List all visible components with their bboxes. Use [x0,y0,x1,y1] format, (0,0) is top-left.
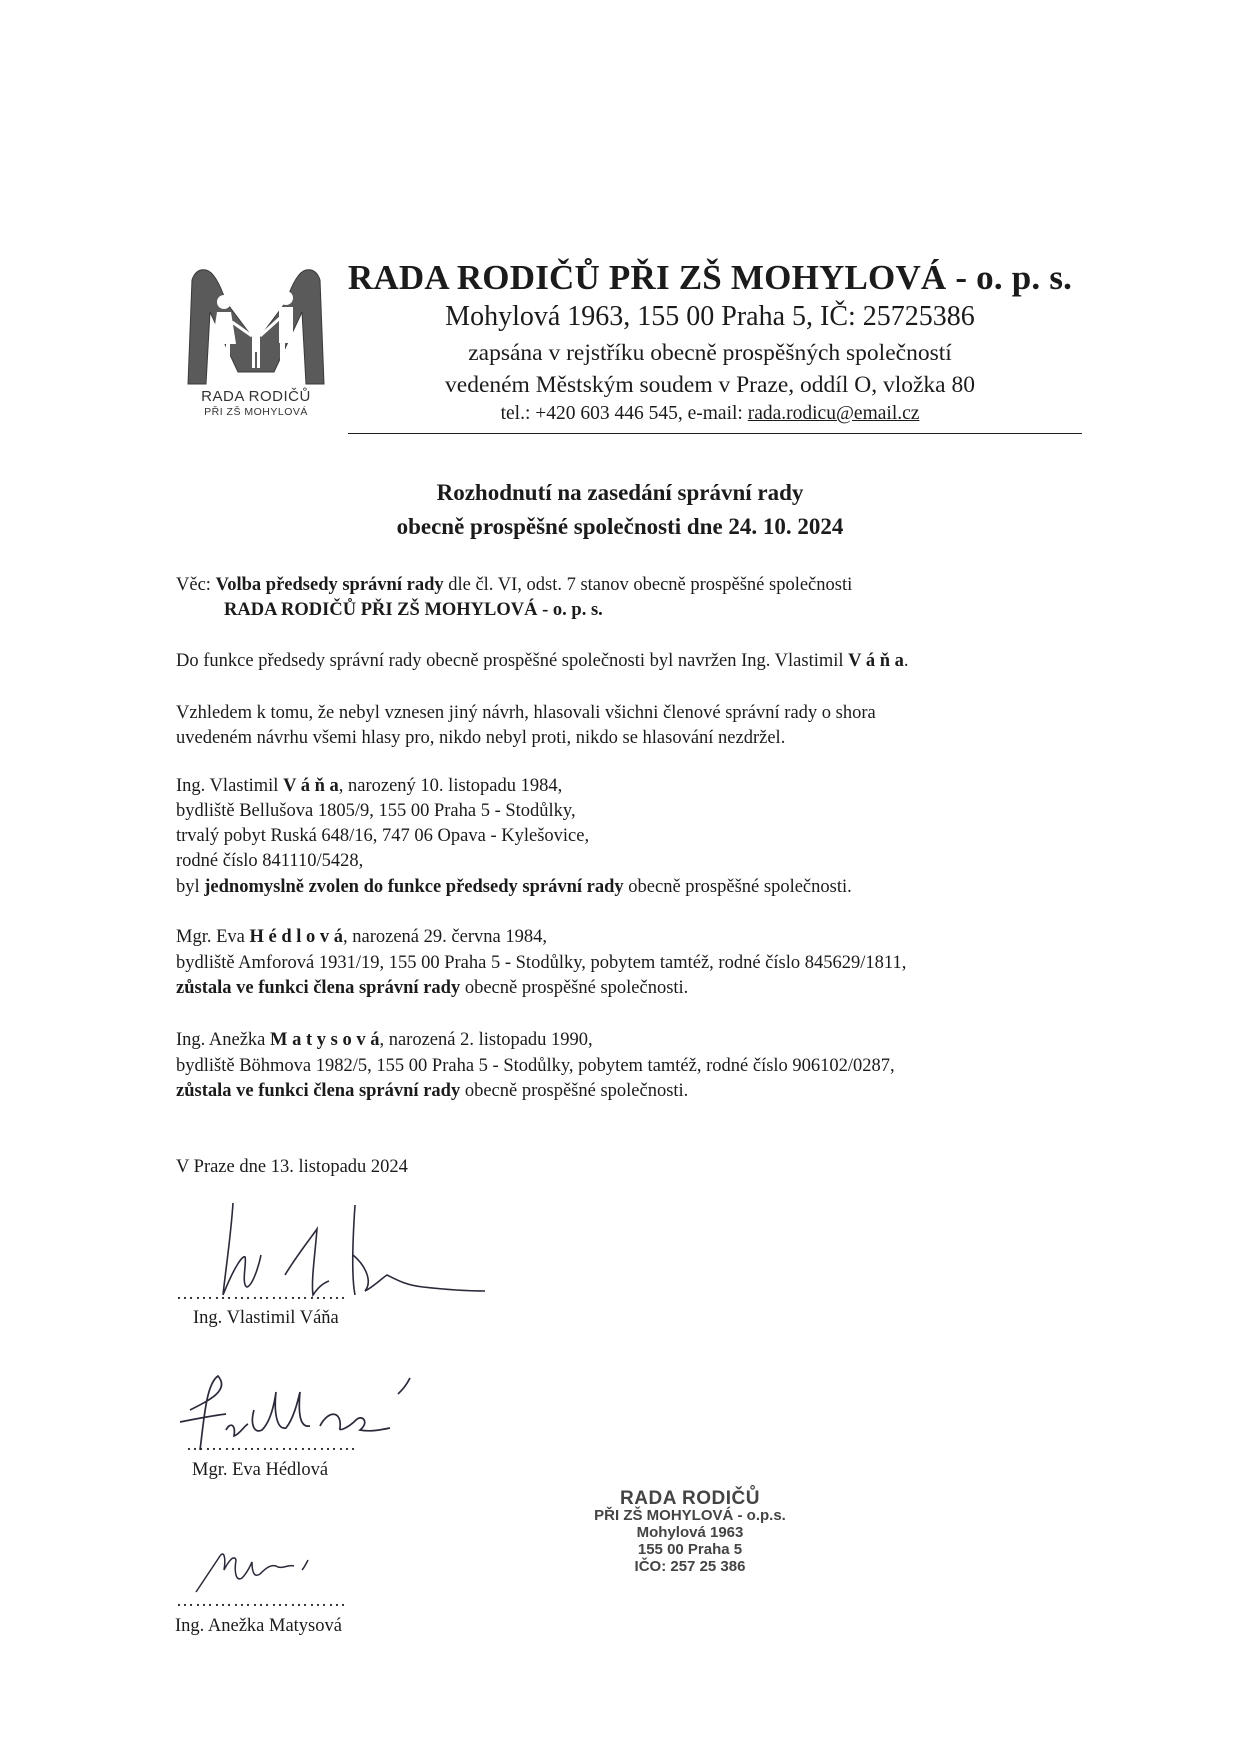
chairman-residence: bydliště Bellušova 1805/9, 155 00 Praha 5 - Stodůlky, [176,801,576,821]
contact-phone: tel.: +420 603 446 545, e-mail: [500,403,748,424]
chairman-result-bold: jednomyslně zvolen do funkce předsedy správní rady [204,877,624,897]
member2-surname: M a t y s o v á [270,1030,380,1050]
contact-line [340,403,1080,425]
member1-surname: H é d l o v á [249,927,344,947]
member1-result-suffix: obecně prospěšné společnosti. [460,978,689,998]
organization-logo [182,262,330,422]
member1-prefix: Mgr. Eva [176,927,250,947]
organization-title: RADA RODIČŮ PŘI ZŠ MOHYLOVÁ - o. p. s. [347,258,1073,297]
chairman-result-prefix: byl [176,877,205,897]
subject-rest: dle čl. VI, odst. 7 stanov obecně prospěšné společnosti [443,575,853,595]
chairman-surname: V á ň a [283,776,339,796]
subject-label: Věc: [176,575,216,595]
member1-born: , narozená 29. června 1984, [343,927,547,947]
signature1-name: Ing. Vlastimil Váňa [193,1308,339,1328]
nomination-paragraph [176,649,909,674]
member1-residence: bydliště Amforová 1931/19, 155 00 Praha 5 - Stodůlky, pobytem tamtéž, rodné číslo 845629/1811, [176,953,907,973]
chairman-result [176,875,852,900]
member2-name-line [176,1028,593,1053]
chairman-permanent: trvalý pobyt Ruská 648/16, 747 06 Opava - Kylešovice, [176,826,590,846]
registry-line1: zapsána v rejstříku obecně prospěšných společností [468,340,952,366]
signature2-dots: ……………………… [186,1434,357,1454]
subject-line [176,573,852,598]
subject-bold: Volba předsedy správní rady [215,575,444,595]
place-date: V Praze dne 13. listopadu 2024 [176,1157,408,1177]
stamp-line3: Mohylová 1963 [636,1524,744,1541]
member2-residence: bydliště Böhmova 1982/5, 155 00 Praha 5 - Stodůlky, pobytem tamtéž, rodné číslo 906102/0287, [176,1056,895,1076]
nomination-end: . [903,651,909,671]
member2-result-suffix: obecně prospěšné společnosti. [460,1081,689,1101]
vote-line1: Vzhledem k tomu, že nebyl vznesen jiný návrh, hlasovali všichni členové správní rady o shora [176,703,876,723]
stamp-line1: RADA RODIČŮ [620,1488,760,1509]
nomination-text: Do funkce předsedy správní rady obecně prospěšné společnosti byl navržen Ing. Vlastimil [176,651,849,671]
vote-line2: uvedeném návrhu všemi hlasy pro, nikdo nebyl proti, nikdo se hlasování nezdržel. [176,728,786,748]
member1-result [176,976,688,1001]
registry-line2: vedeném Městským soudem v Praze, oddíl O, vložka 80 [445,372,975,398]
member1-result-bold: zůstala ve funkci člena správní rady [176,978,461,998]
chairman-prefix: Ing. Vlastimil [176,776,284,796]
signature1-dots: ……………………… [176,1283,347,1303]
member2-result-bold: zůstala ve funkci člena správní rady [176,1081,461,1101]
member1-name-line [176,925,547,950]
member2-prefix: Ing. Anežka [176,1030,271,1050]
stamp-line2: PŘI ZŠ MOHYLOVÁ - o.p.s. [594,1507,786,1524]
signature3-name: Ing. Anežka Matysová [175,1616,342,1636]
chairman-born: , narozený 10. listopadu 1984, [338,776,563,796]
chairman-result-suffix: obecně prospěšné společnosti. [623,877,852,897]
logo-text-line1: RADA RODIČŮ [201,388,311,405]
subject-organization: RADA RODIČŮ PŘI ZŠ MOHYLOVÁ - o. p. s. [224,600,603,620]
family-logo-icon [182,262,330,392]
organization-stamp [560,1490,820,1575]
header-divider [348,433,1082,434]
nomination-surname: V á ň a [848,651,904,671]
chairman-birth-number: rodné číslo 841110/5428, [176,851,364,871]
signature2-name: Mgr. Eva Hédlová [192,1460,329,1480]
stamp-line5: IČO: 257 25 386 [634,1558,746,1575]
organization-address: Mohylová 1963, 155 00 Praha 5, IČ: 25725386 [445,301,975,332]
chairman-name-line [176,774,562,799]
logo-text-line2: PŘI ZŠ MOHYLOVÁ [204,406,308,418]
email-link[interactable]: rada.rodicu@email.cz [747,403,920,424]
stamp-line4: 155 00 Praha 5 [637,1541,743,1558]
decision-heading-line1: Rozhodnutí na zasedání správní rady [436,480,804,505]
member2-born: , narozená 2. listopadu 1990, [379,1030,593,1050]
signature3-dots: ……………………… [176,1590,347,1610]
member2-result [176,1079,688,1104]
decision-heading-line2: obecně prospěšné společnosti dne 24. 10. 2024 [396,514,844,539]
